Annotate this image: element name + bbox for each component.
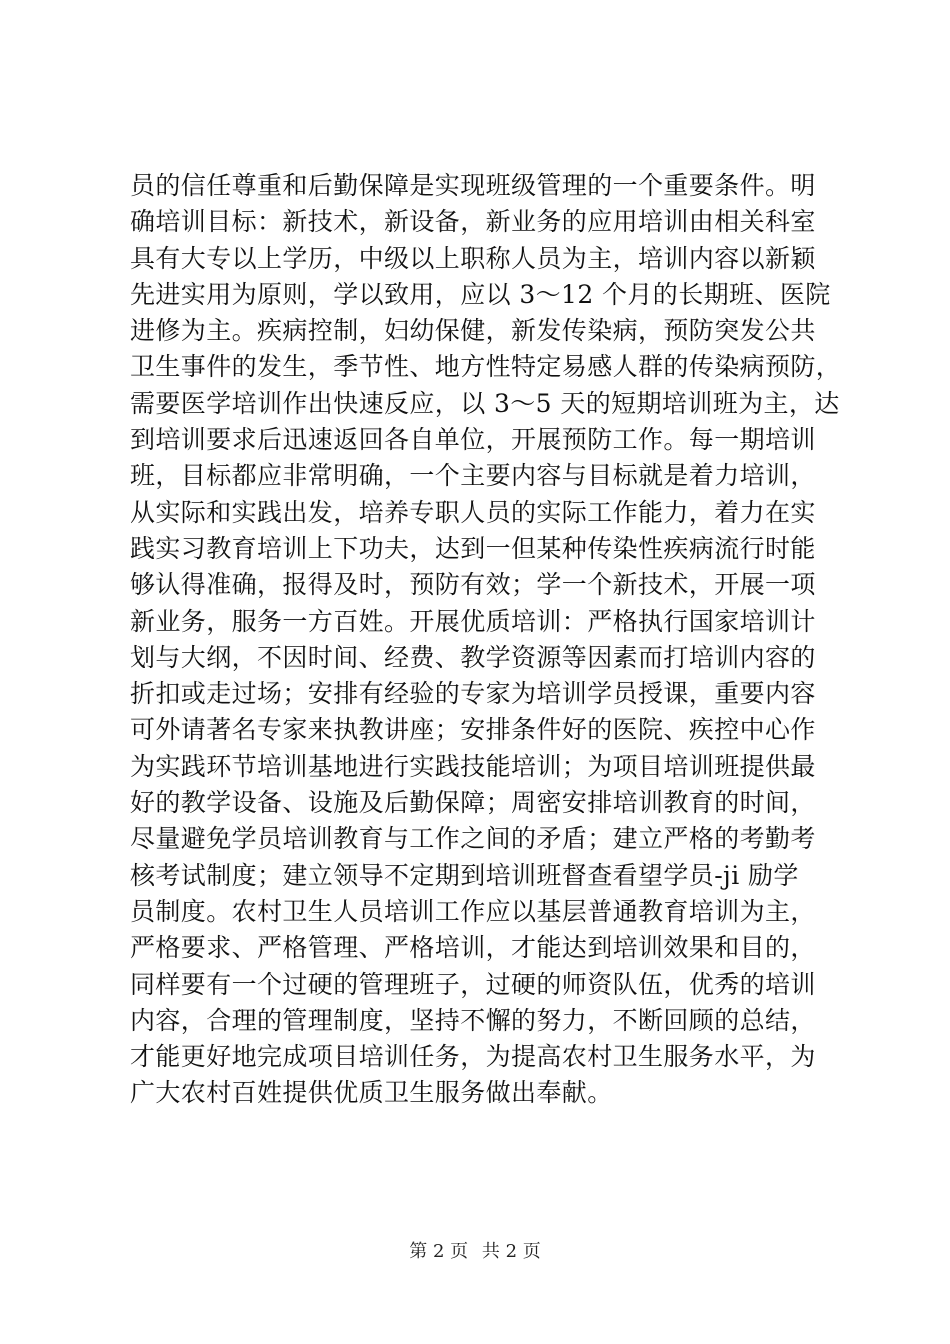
text-line: 划与大纲，不因时间、经费、教学资源等因素而打培训内容的 <box>130 642 816 672</box>
text-line: 确培训目标：新技术，新设备，新业务的应用培训由相关科室 <box>130 207 816 237</box>
text-line: 卫生事件的发生，季节性、地方性特定易感人群的传染病预防， <box>130 352 842 382</box>
text-line: 够认得准确，报得及时，预防有效；学一个新技术，开展一项 <box>130 570 816 600</box>
text-line: 为实践环节培训基地进行实践技能培训；为项目培训班提供最 <box>130 751 816 781</box>
page-footer <box>0 1240 950 1264</box>
text-line: 员的信任尊重和后勤保障是实现班级管理的一个重要条件。明 <box>130 171 816 200</box>
text-line: 广大农村百姓提供优质卫生服务做出奉献。 <box>130 1078 613 1108</box>
text-line: 践实习教育培训上下功夫，达到一但某种传染性疾病流行时能 <box>130 533 816 563</box>
text-line: 从实际和实践出发，培养专职人员的实际工作能力，着力在实 <box>130 497 816 527</box>
text-line: 先进实用为原则，学以致用，应以 3～12 个月的长期班、医院 <box>130 279 831 309</box>
text-line: 员制度。农村卫生人员培训工作应以基层普通教育培训为主， <box>130 896 816 926</box>
text-line: 才能更好地完成项目培训任务，为提高农村卫生服务水平，为 <box>130 1042 816 1072</box>
body-paragraph <box>130 168 842 1112</box>
page-number: 第 2 页 <box>409 1241 469 1262</box>
text-line: 班，目标都应非常明确，一个主要内容与目标就是着力培训， <box>130 461 816 491</box>
text-line: 进修为主。疾病控制，妇幼保健，新发传染病，预防突发公共 <box>130 316 816 346</box>
text-line: 同样要有一个过硬的管理班子，过硬的师资队伍，优秀的培训 <box>130 969 816 999</box>
text-line: 严格要求、严格管理、严格培训，才能达到培训效果和目的， <box>130 933 816 963</box>
text-line: 可外请著名专家来执教讲座；安排条件好的医院、疾控中心作 <box>130 715 816 745</box>
page-total: 共 2 页 <box>481 1241 541 1262</box>
text-line: 内容，合理的管理制度，坚持不懈的努力，不断回顾的总结， <box>130 1005 816 1035</box>
text-line: 具有大专以上学历，中级以上职称人员为主，培训内容以新颖 <box>130 243 816 273</box>
text-line: 好的教学设备、设施及后勤保障；周密安排培训教育的时间， <box>130 788 816 818</box>
text-line: 需要医学培训作出快速反应，以 3～5 天的短期培训班为主，达 <box>130 388 840 418</box>
text-line: 尽量避免学员培训教育与工作之间的矛盾；建立严格的考勤考 <box>130 824 816 854</box>
text-line: 核考试制度；建立领导不定期到培训班督查看望学员-ji 励学 <box>130 860 799 890</box>
text-line: 到培训要求后迅速返回各自单位，开展预防工作。每一期培训 <box>130 425 816 455</box>
text-line: 新业务，服务一方百姓。开展优质培训：严格执行国家培训计 <box>130 606 816 636</box>
text-line: 折扣或走过场；安排有经验的专家为培训学员授课，重要内容 <box>130 679 816 709</box>
